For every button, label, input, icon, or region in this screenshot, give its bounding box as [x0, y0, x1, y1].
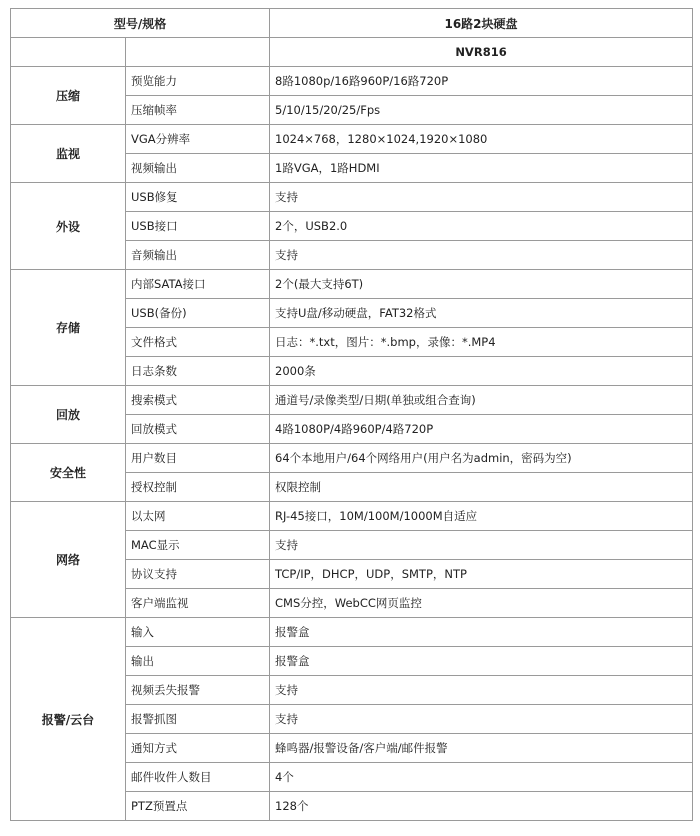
spec-value: 支持: [270, 705, 693, 734]
spec-table: [10, 8, 693, 821]
header-config: 16路2块硬盘: [270, 9, 693, 38]
spec-value: 通道号/录像类型/日期(单独或组合查询): [270, 386, 693, 415]
spec-item: USB接口: [126, 212, 270, 241]
model-number: NVR816: [270, 38, 693, 67]
spec-value: TCP/IP，DHCP，UDP，SMTP，NTP: [270, 560, 693, 589]
spec-item: 授权控制: [126, 473, 270, 502]
spec-value: 蜂鸣器/报警设备/客户端/邮件报警: [270, 734, 693, 763]
spec-item: VGA分辨率: [126, 125, 270, 154]
spec-item: 用户数目: [126, 444, 270, 473]
spec-item: 压缩帧率: [126, 96, 270, 125]
spec-row: [11, 386, 693, 415]
spec-value: 2个，USB2.0: [270, 212, 693, 241]
spec-item: 以太网: [126, 502, 270, 531]
spec-item: 文件格式: [126, 328, 270, 357]
spec-row: [11, 444, 693, 473]
spec-item: 客户端监视: [126, 589, 270, 618]
section-label: 网络: [11, 502, 126, 618]
spec-item: 日志条数: [126, 357, 270, 386]
model-row: [11, 38, 693, 67]
spec-value: CMS分控，WebCC网页监控: [270, 589, 693, 618]
spec-value: 报警盒: [270, 618, 693, 647]
spec-value: 4路1080P/4路960P/4路720P: [270, 415, 693, 444]
spec-item: 报警抓图: [126, 705, 270, 734]
model-blank-cell: [11, 38, 126, 67]
spec-value: 4个: [270, 763, 693, 792]
spec-value: 1024×768，1280×1024,1920×1080: [270, 125, 693, 154]
spec-value: 64个本地用户/64个网络用户(用户名为admin，密码为空): [270, 444, 693, 473]
spec-value: 报警盒: [270, 647, 693, 676]
spec-item: 通知方式: [126, 734, 270, 763]
header-row: [11, 9, 693, 38]
spec-row: [11, 183, 693, 212]
spec-row: [11, 618, 693, 647]
spec-item: MAC显示: [126, 531, 270, 560]
model-blank-cell: [126, 38, 270, 67]
spec-item: 回放模式: [126, 415, 270, 444]
section-label: 存储: [11, 270, 126, 386]
spec-value: 2个(最大支持6T): [270, 270, 693, 299]
section-label: 安全性: [11, 444, 126, 502]
section-label: 外设: [11, 183, 126, 270]
spec-value: 5/10/15/20/25/Fps: [270, 96, 693, 125]
spec-item: 搜索模式: [126, 386, 270, 415]
spec-value: 8路1080p/16路960P/16路720P: [270, 67, 693, 96]
spec-value: 权限控制: [270, 473, 693, 502]
spec-item: 视频丢失报警: [126, 676, 270, 705]
spec-item: 输出: [126, 647, 270, 676]
spec-value: 128个: [270, 792, 693, 821]
spec-value: 支持: [270, 531, 693, 560]
spec-item: USB(备份): [126, 299, 270, 328]
spec-row: [11, 67, 693, 96]
section-label: 报警/云台: [11, 618, 126, 821]
spec-row: [11, 270, 693, 299]
spec-value: 1路VGA，1路HDMI: [270, 154, 693, 183]
spec-item: USB修复: [126, 183, 270, 212]
section-label: 回放: [11, 386, 126, 444]
spec-value: 支持: [270, 241, 693, 270]
spec-value: 支持: [270, 183, 693, 212]
spec-item: 输入: [126, 618, 270, 647]
spec-value: 支持: [270, 676, 693, 705]
spec-value: 2000条: [270, 357, 693, 386]
spec-item: 音频输出: [126, 241, 270, 270]
spec-item: 协议支持: [126, 560, 270, 589]
spec-value: 日志：*.txt，图片：*.bmp，录像：*.MP4: [270, 328, 693, 357]
spec-value: 支持U盘/移动硬盘，FAT32格式: [270, 299, 693, 328]
header-model-spec: 型号/规格: [11, 9, 270, 38]
spec-item: 视频输出: [126, 154, 270, 183]
spec-row: [11, 502, 693, 531]
spec-body: [11, 38, 693, 821]
section-label: 监视: [11, 125, 126, 183]
spec-value: RJ-45接口，10M/100M/1000M自适应: [270, 502, 693, 531]
spec-item: 邮件收件人数目: [126, 763, 270, 792]
section-label: 压缩: [11, 67, 126, 125]
spec-row: [11, 125, 693, 154]
spec-item: 内部SATA接口: [126, 270, 270, 299]
spec-item: 预览能力: [126, 67, 270, 96]
spec-item: PTZ预置点: [126, 792, 270, 821]
